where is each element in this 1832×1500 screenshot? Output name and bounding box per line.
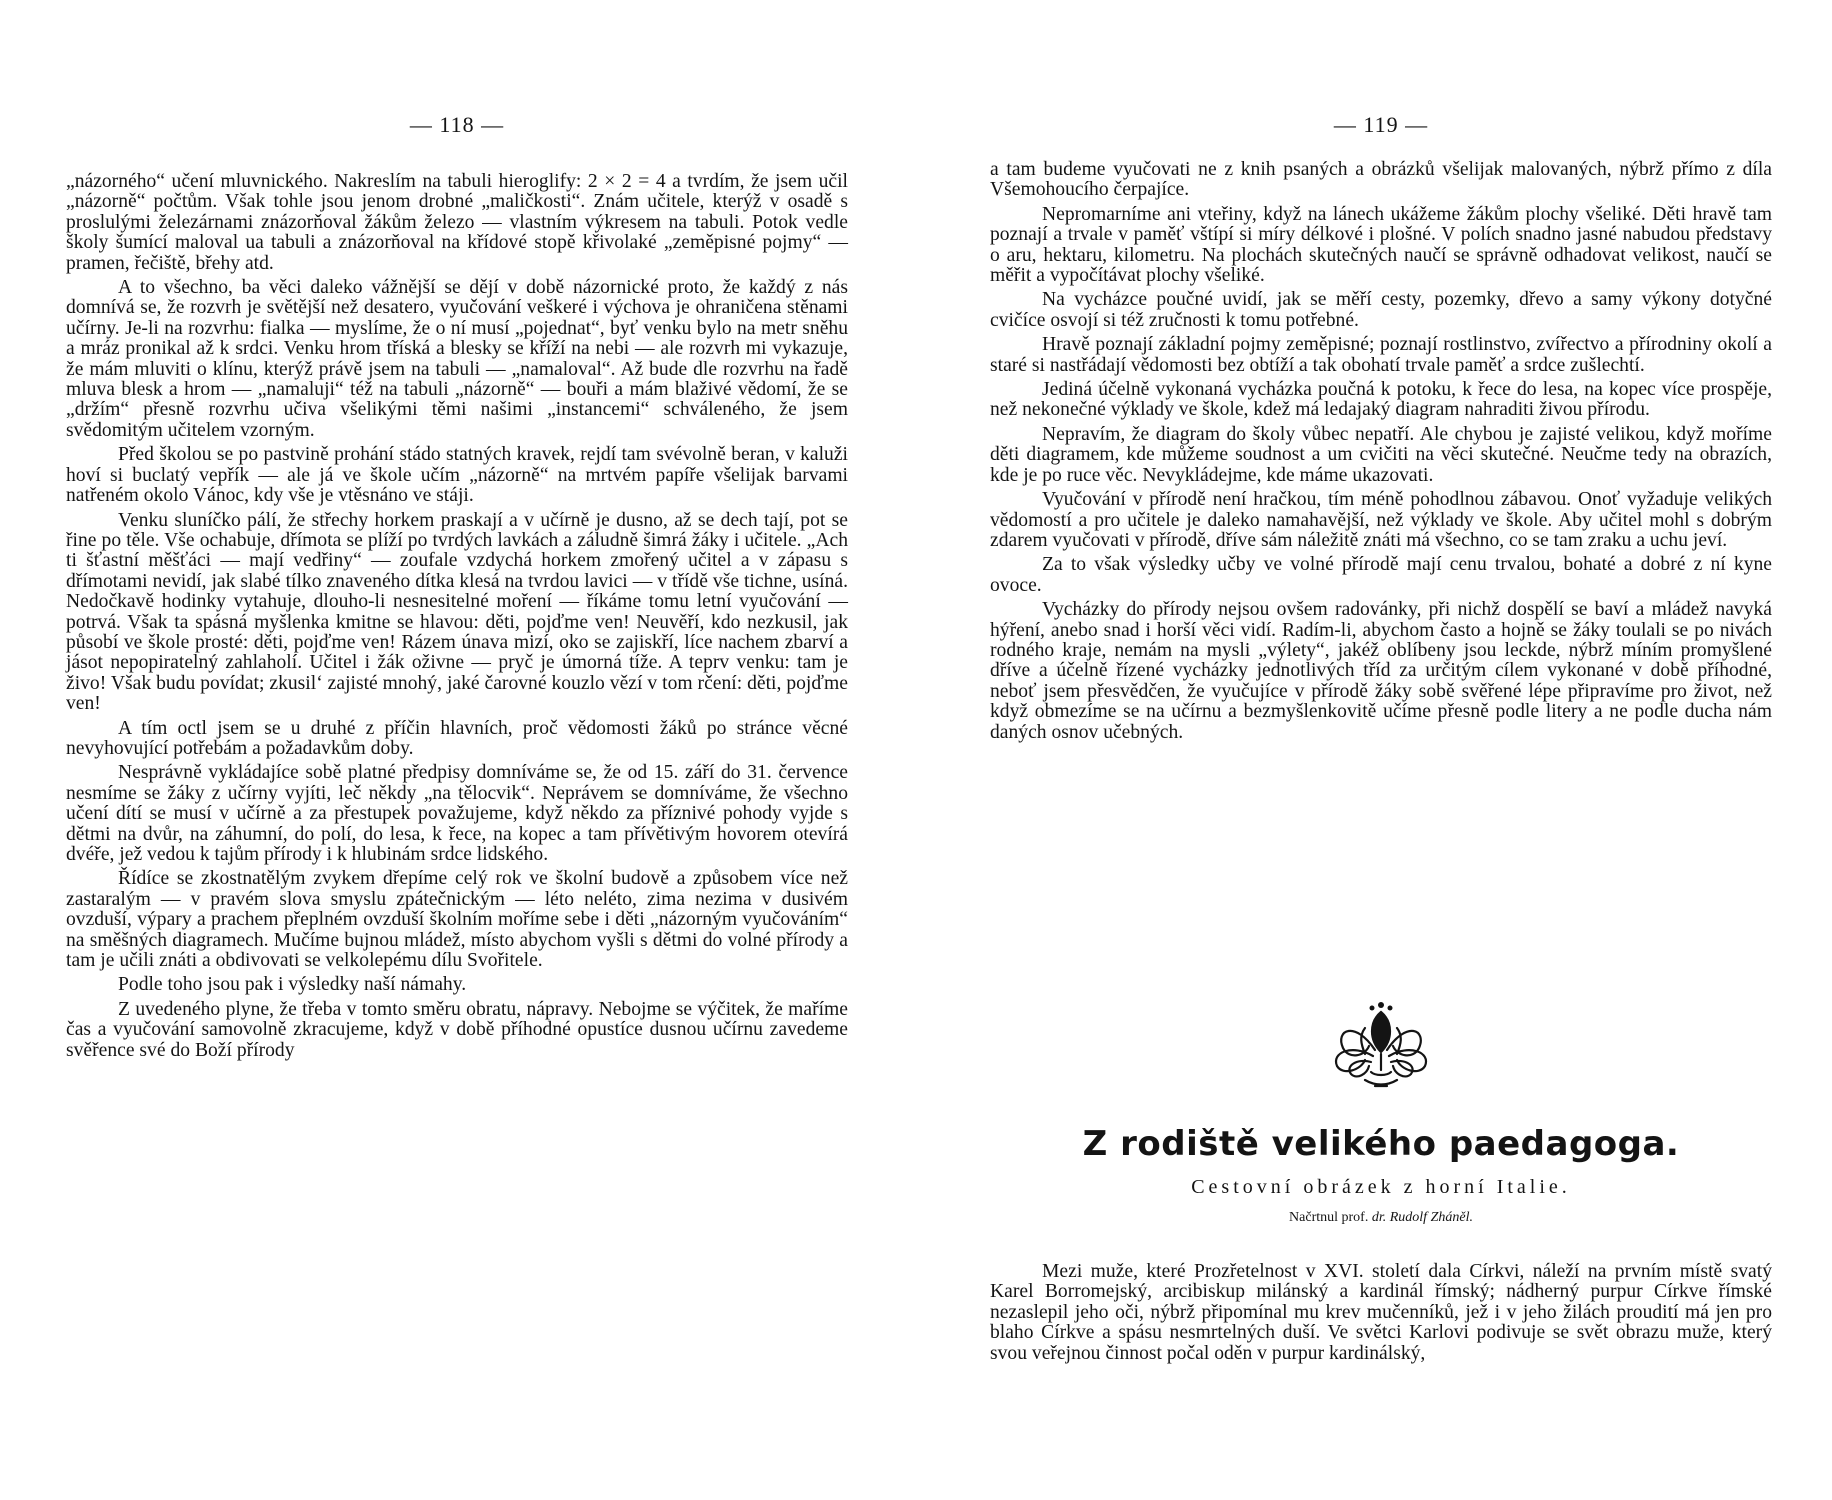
paragraph: Nesprávně vykládajíce sobě platné předpisy domníváme se, že od 15. září do 31. července nesmíme se žáky z učírny vyjíti, leč někdy „na tělocvik“. Neprávem se domníváme, že všechno učení dítí se musí v učírně a za přestupek považujeme, když někdo za příznivé pohody vyjde s dětmi na dvůr, na záhumní, do polí, do lesa, k řece, na kopec a tam přívětivým hovorem otevírá dvéře, jež vedou k tajům přírody i k hlubinám srdce lidského.: [66, 762, 848, 865]
paragraph: Mezi muže, které Prozřetelnost v XVI. století dala Církvi, náleží na prvním místě svatý Karel Borromejský, arcibiskup milánský a kardinál římský; nádherný purpur Církve římské nezaslepil jeho oči, nýbrž připomínal mu krev mučenníků, jež i v jeho žilách proudití má jen pro blaho Církve a spásu nesmrtelných duší. Ve světci Karlovi podivuje se svět obrazu muže, který svou veřejnou činnost počal oděn v purpur kardinálský,: [990, 1261, 1772, 1364]
paragraph: A tím octl jsem se u druhé z příčin hlavních, proč vědomosti žáků po stránce věcné nevyhovující potřebám a požadavkům doby.: [66, 717, 848, 759]
paragraph: Hravě poznají základní pojmy zeměpisné; poznají rostlinstvo, zvířectvo a přírodniny okolí a staré si nastřádají vědomosti bez obtíží a tak obohatí trvale paměť a srdce zušlechtí.: [990, 334, 1772, 376]
left-page-text: [66, 172, 848, 1061]
right-page-text: [990, 160, 1772, 743]
paragraph: Vycházky do přírody nejsou ovšem radovánky, při nichž dospělí se baví a mládež navyká hýření, anebo snad i horší věci vidí. Radím-li, abychom často a hojně se žáky toulali se po nivách rodného kraje, nemám na mysli „výlety“, jakéž oblíbeny jsou leckde, nýbrž míním promyšlené dříve a účelně řízené vycházky jednotlivých tříd za určitým cílem vykonané v době příhodné, neboť jsem přesvědčen, že vyučujíce v přírodě žáky sobě svěřené lépe připravíme pro život, než když obmezíme se na učírnu a bezmyšlenkovitě učíme přesně podle litery a ne podle ducha nám daných osnov učebných.: [990, 599, 1772, 743]
article-body: [990, 1262, 1772, 1364]
paragraph: Z uvedeného plyne, že třeba v tomto směru obratu, nápravy. Nebojme se výčitek, že maříme čas a vyučování samovolně zkracujeme, když v době příhodné opustíce dusnou učírnu zavedeme svěřence své do Boží přírody: [66, 998, 848, 1061]
paragraph: Nepromarníme ani vteřiny, když na lánech ukážeme žákům plochy všeliké. Děti hravě tam poznají a trvale v paměť vštípí si míry délkové i plošné. V polích snadno jasné nabudou představy o aru, hektaru, kilometru. Na plochách skutečných naučí se správně odhadovat velikost, naučí se měřit a vypočítávat plochy všeliké.: [990, 203, 1772, 287]
paragraph: Podle toho jsou pak i výsledky naší námahy.: [118, 974, 467, 996]
article-title: Z rodiště velikého paedagoga.: [1082, 1124, 1680, 1164]
article-byline: [990, 1210, 1772, 1226]
paragraph: Nepravím, že diagram do školy vůbec nepatří. Ale chybou je zajisté velikou, když moříme děti diagramem, kde můžeme soudnost a um cvičiti na věci skutečné. Neučme tedy na obrazích, kde je po ruce věc. Nevykládejme, kde máme ukazovati.: [990, 423, 1772, 486]
paragraph: Na vycházce poučné uvidí, jak se měří cesty, pozemky, dřevo a samy výkony dotyčné cvičíce osvojí si též zručnosti k tomu potřebné.: [990, 289, 1772, 331]
paragraph: „názorného“ učení mluvnického. Nakreslím na tabuli hieroglify: 2 × 2 = 4 a tvrdím, že jsem učil „názorně“ počtům. Však tohle jsou jenom drobné „maličkosti“. Znám učitele, kterýž v osadě s proslulými železárnami znázorňoval žákům železo — vlastním výkresem na tabuli. Potok vedle školy šumící maloval ua tabuli a znázorňoval na křídové stopě křivolaké „zeměpisné pojmy“ — pramen, řečiště, břehy atd.: [66, 171, 848, 274]
paragraph: a tam budeme vyučovati ne z knih psaných a obrázků všelijak malovaných, nýbrž přímo z díla Všemohoucího čerpajíce.: [990, 159, 1772, 201]
paragraph: Řídíce se zkostnatělým zvykem dřepíme celý rok ve školní budově a způsobem více než zastaralým — v pravém slova smyslu zpátečnickým — léto neléto, zima nezima v dusivém ovzduší, výpary a prachem přeplném ovzduší školním moříme sebe i děti „názorným vyučováním“ na směšných diagramech. Mučíme bujnou mládež, místo abychom vyšli s dětmi do volné přírody a tam je učili znáti a obdivovati se velkolepému dílu Svořitele.: [66, 868, 848, 972]
paragraph: Za to však výsledky učby ve volné přírodě mají cenu trvalou, bohaté a dobré z ní kyne ovoce.: [990, 554, 1772, 596]
page-number: — 118 —: [409, 112, 505, 137]
paragraph: Jediná účelně vykonaná vycházka poučná k potoku, k řece do lesa, na kopec více prospěje, než nekonečné výklady ve škole, kdež má ledajaký diagram nahraditi živou přírodu.: [990, 379, 1772, 421]
byline-author: dr. Rudolf Zháněl.: [1371, 1210, 1473, 1225]
paragraph: Venku sluníčko pálí, že střechy horkem praskají a v učírně je dusno, až se dech tají, pot se řine po těle. Vše ochabuje, dřímota se plíží po tvrdých lavkách a záludně šimrá žáky i učitele. „Ach ti šťastní měšťáci — mají vedřiny“ — zoufale vzdychá horkem zmořený učitel a v zápasu s dřímotami nevidí, jak slabé tílko znaveného dítka klesá na tvrdou lavici — v třídě vše tichne, usíná. Nedočkavě hodinky vytahuje, dlouho-li nesnesitelné moření — říkáme tomu letní vyučování — potrvá. Však ta spásná myšlenka kmitne se hlavou: děti, pojďme ven! Neuvěří, kdo nezkusil, jak působí ve škole prosté: děti, pojďme ven! Rázem únava mizí, oko se zajiskří, líce nachem zbarví a jásot nepopiratelný zahlaholí. Učitel i žák oživne — pryč je úmorná tíže. A teprv venku: tam je živo! Však budu povídat; zkusil‘ zajisté mnohý, jaké čarovné kouzlo vězí v tom rčení: děti, pojďme ven!: [66, 509, 848, 715]
paragraph: Vyučování v přírodě není hračkou, tím méně pohodlnou zábavou. Onoť vyžaduje velikých vědomostí a pro učitele je daleko namahavější, než výklady ve škole. Aby učitel mohl s dobrým zdarem vyučovati v přírodě, dříve sám náležitě znáti má všechno, co se tam zraku a uchu jeví.: [990, 489, 1772, 551]
byline-prefix: Načrtnul prof.: [1289, 1210, 1369, 1225]
paragraph: A to všechno, ba věci daleko vážnější se dějí v době názornické proto, že každý z nás domnívá se, že rozvrh je světější než desatero, vyučování veškeré i výchova je ohraničena stěnami učírny. Je-li na rozvrhu: fialka — myslíme, že o ní musí „pojednat“, byť venku bylo na metr sněhu a mráz pronikal až k srdci. Venku hrom tříská a blesky se kříží na nebi — ale rozvrh mi vykazuje, že mám mluviti o klínu, kterýž právě jsem na tabuli — „namaloval“. Až bude dle rozvrhu na řadě mluva blesk a hrom — „namaluji“ též na tabuli „názorně“ — bouři a mám blaživé vědomí, že se „držím“ přesně rozvrhu učiva všelikými těmi našimi „instancemi“ schváleného, že jsem svědomitým učitelem vzorným.: [66, 277, 848, 441]
paragraph: Před školou se po pastvině prohání stádo statných kravek, rejdí tam svévolně beran, v kaluži hoví si buclatý vepřík — ale já ve škole učím „názorně“ na mrtvém papíře všelijak barvami natřeném okolo Vánoc, kdy vše je vtěsnáno ve stáji.: [66, 444, 848, 507]
floral-ornament-icon: [990, 1000, 1772, 1090]
article-subtitle: Cestovní obrázek z horní Italie.: [1191, 1176, 1571, 1198]
page-number: — 119 —: [1333, 112, 1429, 137]
